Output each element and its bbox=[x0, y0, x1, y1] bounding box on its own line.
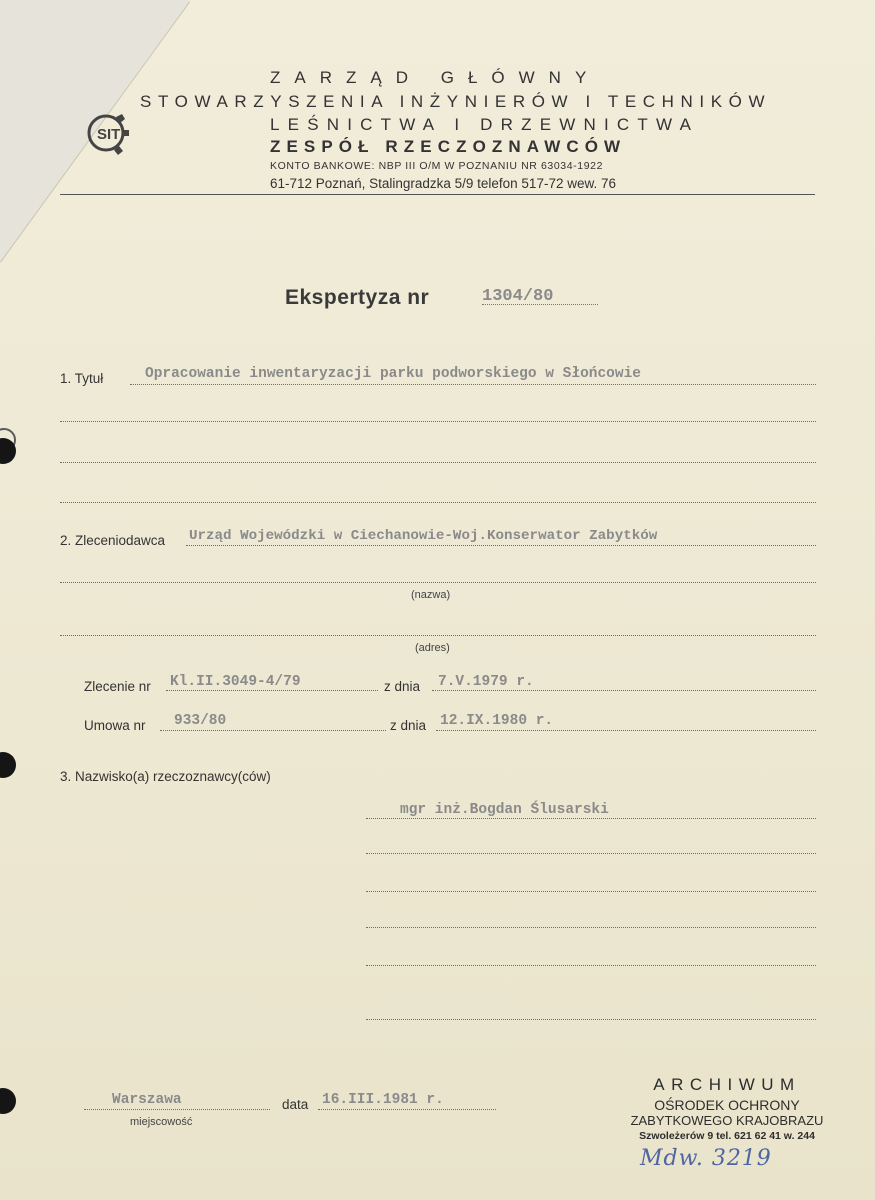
dotted-line bbox=[60, 462, 816, 463]
client-label: 2. Zleceniodawca bbox=[60, 533, 166, 548]
dotted-line bbox=[60, 421, 816, 422]
punch-hole bbox=[0, 1088, 16, 1114]
order-date-label: z dnia bbox=[384, 679, 421, 694]
archive-stamp bbox=[622, 1075, 832, 1142]
letterhead-bank-account: KONTO BANKOWE: NBP III O/M W POZNANIU NR 63034-1922 bbox=[270, 160, 604, 172]
dotted-line bbox=[84, 1109, 270, 1110]
stamp-line-2: OŚRODEK OCHRONY bbox=[654, 1097, 800, 1113]
date-value: 16.III.1981 r. bbox=[322, 1092, 444, 1108]
document-title: Ekspertyza nr bbox=[285, 286, 430, 309]
dotted-line bbox=[60, 582, 816, 583]
dotted-line bbox=[436, 730, 816, 731]
letterhead-line-4: ZESPÓŁ RZECZOZNAWCÓW bbox=[270, 137, 627, 156]
order-number-value: Kl.II.3049-4/79 bbox=[170, 674, 301, 690]
dotted-line bbox=[366, 891, 816, 892]
dotted-line bbox=[160, 730, 386, 731]
dotted-line bbox=[366, 965, 816, 966]
place-caption: miejscowość bbox=[130, 1116, 193, 1128]
stamp-line-3: ZABYTKOWEGO KRAJOBRAZU bbox=[630, 1113, 824, 1128]
order-number-label: Zlecenie nr bbox=[84, 679, 151, 694]
title-dotted-line bbox=[482, 304, 598, 305]
letterhead-line-2: STOWARZYSZENIA INŻYNIERÓW I TECHNIKÓW bbox=[140, 92, 772, 111]
letterhead-line-3: LEŚNICTWA I DRZEWNICTWA bbox=[270, 115, 700, 134]
svg-text:SIT: SIT bbox=[97, 126, 121, 143]
sit-logo bbox=[86, 103, 134, 161]
dotted-line bbox=[366, 927, 816, 928]
dotted-line bbox=[366, 818, 816, 819]
stamp-line-4: Szwoleżerów 9 tel. 621 62 41 w. 244 bbox=[639, 1130, 815, 1142]
experts-value: mgr inż.Bogdan Ślusarski bbox=[400, 802, 609, 818]
place-value: Warszawa bbox=[112, 1092, 182, 1108]
date-label: data bbox=[282, 1097, 309, 1112]
expertise-number: 1304/80 bbox=[482, 287, 554, 306]
title-field-value: Opracowanie inwentaryzacji parku podworskiego w Słońcowie bbox=[145, 366, 641, 382]
contract-number-label: Umowa nr bbox=[84, 718, 146, 733]
dotted-line bbox=[318, 1109, 496, 1110]
title-field-label: 1. Tytuł bbox=[60, 371, 104, 386]
header-divider bbox=[60, 194, 815, 195]
experts-label: 3. Nazwisko(a) rzeczoznawcy(ców) bbox=[60, 769, 271, 784]
dotted-line bbox=[366, 1019, 816, 1020]
stamp-line-1: ARCHIWUM bbox=[653, 1075, 801, 1094]
letterhead-address: 61-712 Poznań, Stalingradzka 5/9 telefon 517-72 wew. 76 bbox=[270, 176, 616, 191]
dotted-line bbox=[186, 545, 816, 546]
address-caption: (adres) bbox=[415, 642, 450, 654]
dotted-line bbox=[166, 690, 378, 691]
contract-date-value: 12.IX.1980 r. bbox=[440, 713, 554, 729]
client-value: Urząd Wojewódzki w Ciechanowie-Woj.Konserwator Zabytków bbox=[189, 528, 658, 544]
order-date-value: 7.V.1979 r. bbox=[438, 674, 534, 690]
name-caption: (nazwa) bbox=[411, 589, 451, 601]
dotted-line bbox=[60, 635, 816, 636]
dotted-line bbox=[366, 853, 816, 854]
contract-number-value: 933/80 bbox=[174, 713, 227, 729]
letterhead-line-1: ZARZĄD GŁÓWNY bbox=[270, 68, 601, 87]
punch-hole bbox=[0, 752, 16, 778]
dotted-line bbox=[60, 502, 816, 503]
handwritten-archive-number: Mdw. 3219 bbox=[640, 1146, 772, 1171]
dotted-line bbox=[432, 690, 816, 691]
contract-date-label: z dnia bbox=[390, 718, 427, 733]
dotted-line bbox=[130, 384, 816, 385]
